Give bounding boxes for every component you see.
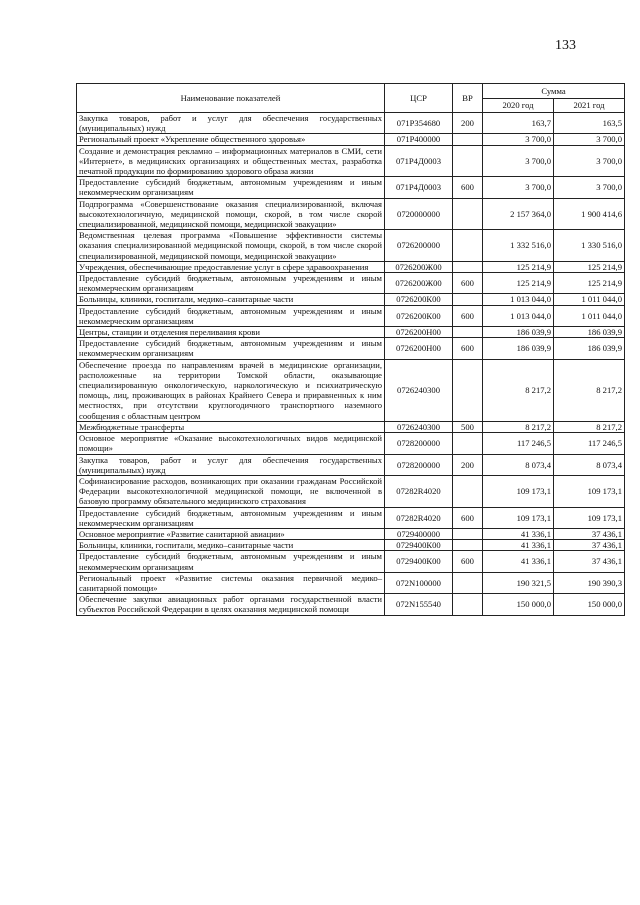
cell-v2020: 1 013 044,0 (483, 294, 554, 305)
cell-v2020: 125 214,9 (483, 261, 554, 272)
table-header (77, 84, 625, 113)
cell-name: Учреждения, обеспечивающие предоставление услуг в сфере здравоохранения (77, 261, 385, 272)
cell-v2021: 1 330 516,0 (554, 230, 625, 262)
cell-csr: 0726240300 (385, 359, 453, 421)
cell-csr: 0726200000 (385, 230, 453, 262)
cell-name: Предоставление субсидий бюджетным, автономным учреждениям и иным некоммерческим организациям (77, 305, 385, 326)
cell-vr (453, 528, 483, 539)
cell-v2020: 1 332 516,0 (483, 230, 554, 262)
cell-name: Предоставление субсидий бюджетным, автономным учреждениям и иным некоммерческим организациям (77, 551, 385, 572)
cell-csr: 072N100000 (385, 572, 453, 593)
header-year-2021: 2021 год (554, 98, 625, 113)
table-row (77, 540, 625, 551)
cell-v2021: 37 436,1 (554, 540, 625, 551)
table-row (77, 528, 625, 539)
cell-vr (453, 475, 483, 507)
cell-v2020: 190 321,5 (483, 572, 554, 593)
cell-name: Межбюджетные трансферты (77, 421, 385, 432)
cell-csr: 0728200000 (385, 433, 453, 454)
cell-vr: 600 (453, 177, 483, 198)
cell-vr (453, 261, 483, 272)
cell-v2021: 109 173,1 (554, 507, 625, 528)
cell-csr: 071P354680 (385, 113, 453, 134)
cell-vr (453, 572, 483, 593)
cell-csr: 072N155540 (385, 594, 453, 615)
cell-csr: 07282R4020 (385, 475, 453, 507)
table-row (77, 551, 625, 572)
cell-v2020: 109 173,1 (483, 507, 554, 528)
cell-v2021: 186 039,9 (554, 327, 625, 338)
cell-v2021: 125 214,9 (554, 261, 625, 272)
cell-v2020: 3 700,0 (483, 177, 554, 198)
cell-csr: 0726200К00 (385, 294, 453, 305)
cell-v2021: 8 073,4 (554, 454, 625, 475)
table-row (77, 230, 625, 262)
cell-v2020: 3 700,0 (483, 134, 554, 145)
cell-vr (453, 230, 483, 262)
table-row (77, 113, 625, 134)
cell-csr: 0726200Н00 (385, 338, 453, 359)
cell-name: Основное мероприятие «Развитие санитарной авиации» (77, 528, 385, 539)
page-number: 133 (555, 38, 576, 53)
cell-name: Региональный проект «Развитие системы оказания первичной медико–санитарной помощи» (77, 572, 385, 593)
table-row (77, 327, 625, 338)
cell-v2021: 3 700,0 (554, 177, 625, 198)
cell-v2020: 109 173,1 (483, 475, 554, 507)
cell-csr: 0729400К00 (385, 540, 453, 551)
cell-vr: 600 (453, 338, 483, 359)
header-vr: ВР (453, 84, 483, 113)
cell-name: Предоставление субсидий бюджетным, автономным учреждениям и иным некоммерческим организациям (77, 177, 385, 198)
cell-v2021: 1 011 044,0 (554, 305, 625, 326)
cell-v2020: 150 000,0 (483, 594, 554, 615)
table-row (77, 433, 625, 454)
cell-vr (453, 327, 483, 338)
cell-vr: 600 (453, 273, 483, 294)
cell-vr: 600 (453, 551, 483, 572)
cell-v2020: 8 073,4 (483, 454, 554, 475)
cell-v2021: 1 900 414,6 (554, 198, 625, 230)
cell-name: Региональный проект «Укрепление общественного здоровья» (77, 134, 385, 145)
cell-csr: 071P4Д0003 (385, 177, 453, 198)
cell-csr: 0729400К00 (385, 551, 453, 572)
table-row (77, 305, 625, 326)
cell-v2021: 190 390,3 (554, 572, 625, 593)
cell-v2020: 186 039,9 (483, 338, 554, 359)
cell-vr (453, 294, 483, 305)
cell-v2020: 163,7 (483, 113, 554, 134)
header-csr: ЦСР (385, 84, 453, 113)
cell-v2021: 163,5 (554, 113, 625, 134)
cell-csr: 0726200Ж00 (385, 261, 453, 272)
table-body (77, 113, 625, 616)
header-year-2020: 2020 год (483, 98, 554, 113)
cell-v2020: 1 013 044,0 (483, 305, 554, 326)
cell-csr: 0729400000 (385, 528, 453, 539)
cell-v2020: 41 336,1 (483, 528, 554, 539)
header-name: Наименование показателей (77, 84, 385, 113)
cell-csr: 0726200Ж00 (385, 273, 453, 294)
cell-name: Софинансирование расходов, возникающих при оказании гражданам Российской Федерации высокотехнологичной медицинской помощи, не включенной в базовую программу обязательного медицинского страхования (77, 475, 385, 507)
cell-v2021: 37 436,1 (554, 528, 625, 539)
table-row (77, 338, 625, 359)
table-row (77, 507, 625, 528)
budget-table (76, 83, 625, 616)
cell-name: Обеспечение проезда по направлениям врачей в медицинские организации, расположенные на территории Томской области, оказывающие специализированную онкологическую, наркологическую и психиатрическую помощь, лиц, проживающих в районах Крайнего Севера и приравненных к ним местностях, при отсутствии круглогодичного транспортного наземного сообщения с областным центром (77, 359, 385, 421)
cell-vr (453, 198, 483, 230)
cell-v2021: 1 011 044,0 (554, 294, 625, 305)
cell-vr (453, 433, 483, 454)
cell-name: Закупка товаров, работ и услуг для обеспечения государственных (муниципальных) нужд (77, 454, 385, 475)
cell-name: Ведомственная целевая программа «Повышение эффективности системы оказания специализированной медицинской помощи, скорой, в том числе скорой специализированной, медицинской помощи, медицинской эвакуации» (77, 230, 385, 262)
cell-csr: 07282R4020 (385, 507, 453, 528)
cell-csr: 0726200Н00 (385, 327, 453, 338)
table-row (77, 294, 625, 305)
cell-v2020: 117 246,5 (483, 433, 554, 454)
cell-vr: 600 (453, 305, 483, 326)
table-row (77, 134, 625, 145)
cell-v2021: 3 700,0 (554, 145, 625, 177)
cell-csr: 0726200К00 (385, 305, 453, 326)
header-sum: Сумма (483, 84, 625, 99)
table-row (77, 145, 625, 177)
table-row (77, 594, 625, 615)
cell-name: Центры, станции и отделения переливания крови (77, 327, 385, 338)
cell-name: Больницы, клиники, госпитали, медико–санитарные части (77, 540, 385, 551)
cell-csr: 0726240300 (385, 421, 453, 432)
table-row (77, 273, 625, 294)
table-row (77, 198, 625, 230)
cell-vr (453, 145, 483, 177)
cell-name: Обеспечение закупки авиационных работ органами государственной власти субъектов Российской Федерации в целях оказания медицинской помощи (77, 594, 385, 615)
cell-v2020: 186 039,9 (483, 327, 554, 338)
cell-name: Основное мероприятие «Оказание высокотехнологичных видов медицинской помощи» (77, 433, 385, 454)
cell-vr: 500 (453, 421, 483, 432)
cell-name: Предоставление субсидий бюджетным, автономным учреждениям и иным некоммерческим организациям (77, 273, 385, 294)
cell-name: Предоставление субсидий бюджетным, автономным учреждениям и иным некоммерческим организациям (77, 338, 385, 359)
cell-vr (453, 134, 483, 145)
cell-v2021: 109 173,1 (554, 475, 625, 507)
cell-v2020: 8 217,2 (483, 421, 554, 432)
cell-csr: 0720000000 (385, 198, 453, 230)
cell-vr (453, 540, 483, 551)
cell-v2020: 125 214,9 (483, 273, 554, 294)
cell-v2020: 8 217,2 (483, 359, 554, 421)
cell-v2021: 117 246,5 (554, 433, 625, 454)
cell-v2021: 150 000,0 (554, 594, 625, 615)
cell-v2021: 125 214,9 (554, 273, 625, 294)
cell-name: Подпрограмма «Совершенствование оказания специализированной, включая высокотехнологичную, медицинской помощи, скорой, в том числе скорой специализированной, медицинской помощи, медицинской эвакуации» (77, 198, 385, 230)
table-row (77, 475, 625, 507)
cell-v2021: 8 217,2 (554, 421, 625, 432)
cell-v2021: 186 039,9 (554, 338, 625, 359)
cell-v2021: 3 700,0 (554, 134, 625, 145)
cell-vr (453, 359, 483, 421)
cell-name: Больницы, клиники, госпитали, медико–санитарные части (77, 294, 385, 305)
table-row (77, 261, 625, 272)
cell-csr: 071P400000 (385, 134, 453, 145)
table-row (77, 572, 625, 593)
cell-name: Предоставление субсидий бюджетным, автономным учреждениям и иным некоммерческим организациям (77, 507, 385, 528)
cell-csr: 071P4Д0003 (385, 145, 453, 177)
cell-vr (453, 594, 483, 615)
cell-v2020: 3 700,0 (483, 145, 554, 177)
cell-vr: 200 (453, 113, 483, 134)
cell-v2020: 2 157 364,0 (483, 198, 554, 230)
cell-name: Создание и демонстрация рекламно – информационных материалов в СМИ, сети «Интернет», в медицинских организациях и общественных местах, разработка печатной продукции по формированию здорового образа жизни (77, 145, 385, 177)
table-row (77, 177, 625, 198)
cell-vr: 200 (453, 454, 483, 475)
cell-name: Закупка товаров, работ и услуг для обеспечения государственных (муниципальных) нужд (77, 113, 385, 134)
cell-v2021: 8 217,2 (554, 359, 625, 421)
cell-v2021: 37 436,1 (554, 551, 625, 572)
cell-v2020: 41 336,1 (483, 551, 554, 572)
cell-csr: 0728200000 (385, 454, 453, 475)
table-row (77, 454, 625, 475)
cell-vr: 600 (453, 507, 483, 528)
table-row (77, 421, 625, 432)
cell-v2020: 41 336,1 (483, 540, 554, 551)
table-row (77, 359, 625, 421)
